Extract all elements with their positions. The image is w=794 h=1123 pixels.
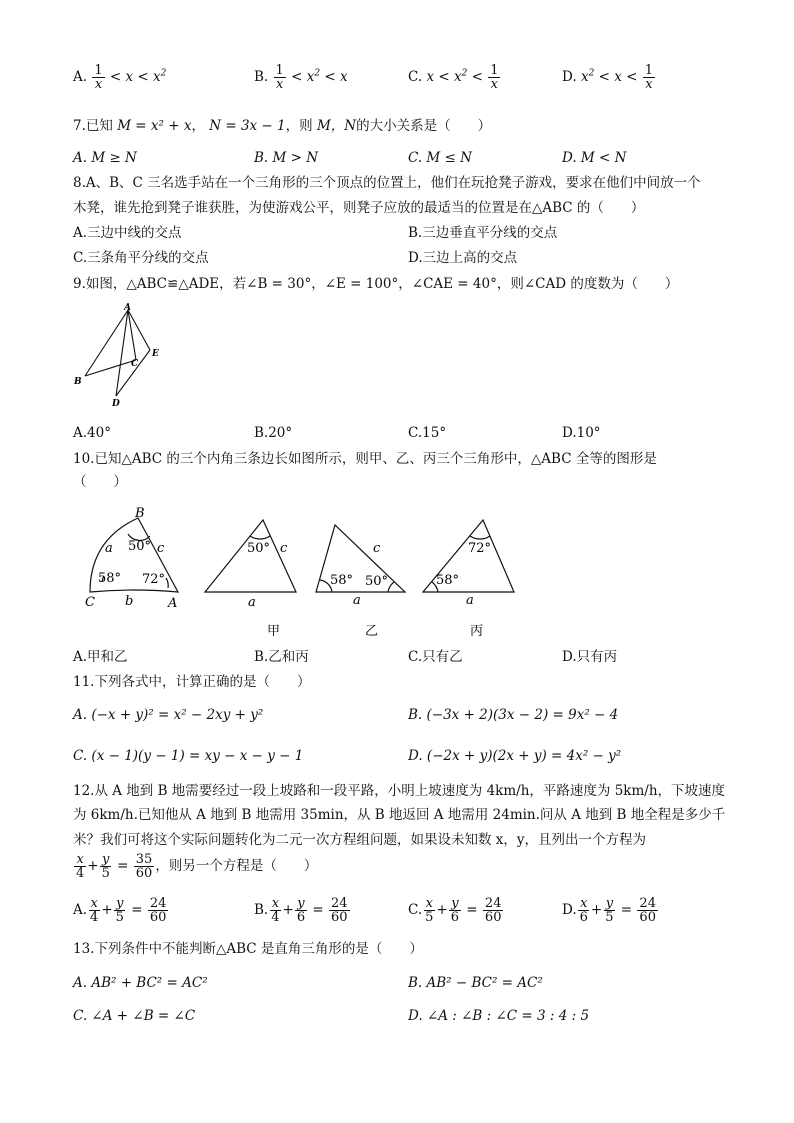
fig10-yi-side-c: c [373,541,381,556]
fig10-main-side-b: b [125,594,134,609]
q10-figures [80,500,520,650]
fig10-main-side-a: a [105,541,113,556]
q8-option-a[interactable]: A.三边中线的交点 [73,225,182,241]
fig10-bing-caption: 丙 [470,624,484,639]
q13-option-b[interactable]: B. AB² − BC² = AC² [408,975,543,991]
fig10-main-side-c: c [157,541,165,556]
q12-stem-line1: 12.从 A 地到 B 地需要经过一段上坡路和一段平路，小明上坡速度为 4km/h，平路速度为 5km/h，下坡速度 [73,783,726,799]
fig10-bing-angle-2: 58° [436,573,460,588]
q12-option-d[interactable]: D. $\frac{x}{6}$ + $\frac{y}{5}$ = $\frac{24}{60}$ [562,896,656,925]
q6-option-b[interactable]: B. $\frac{1}{x}$ < $x^2 < x$ [254,63,348,92]
fig10-jia-caption: 甲 [267,624,281,639]
fig10-bing-angle-1: 72° [468,541,492,556]
fig10-main-a: A [168,596,178,611]
q7-option-c[interactable]: C. M ≤ N [408,150,472,166]
fig9-label-d: D [112,399,120,409]
q8-stem-line1: 8.A、B、C 三名选手站在一个三角形的三个顶点的位置上，他们在玩抢凳子游戏，要求在他们中间放一个 [73,175,701,191]
q12-option-a[interactable]: A. $\frac{x}{4}$ + $\frac{y}{5}$ = $\frac{24}{60}$ [73,896,167,925]
fig10-yi-angle-1: 58° [330,573,354,588]
q9-figure [70,300,170,412]
q12-stem-line2: 为 6km/h.已知他从 A 地到 B 地需用 35min，从 B 地返回 A 地需用 24min.问从 A 地到 B 地全程是多少千 [73,807,726,823]
q10-stem-line2: （ ） [73,474,127,490]
q6-option-d[interactable]: D. $x^2 < x$ < $\frac{1}{x}$ [562,63,653,92]
q10-option-a[interactable]: A.甲和乙 [73,649,128,665]
q12-given-equation: $\frac{x}{4}$ + $\frac{y}{5}$ = $\frac{35}{60}$ ，则另一个方程是（ ） [76,852,318,881]
q11-option-c[interactable]: C. (x − 1)(y − 1) = xy − x − y − 1 [73,748,304,764]
fig10-bing-side-a: a [466,593,474,608]
fig9-label-e: E [152,349,159,359]
fig10-yi-side-a: a [353,593,361,608]
fig10-jia-side-a: a [248,595,256,610]
fig9-label-c: C [131,359,139,369]
q13-option-d[interactable]: D. ∠A : ∠B : ∠C = 3 : 4 : 5 [408,1008,590,1024]
q6-option-c[interactable]: C. $x < x^2$ < $\frac{1}{x}$ [408,63,499,92]
fig10-yi-caption: 乙 [365,624,379,639]
q7-option-b[interactable]: B. M > N [254,150,319,166]
fig10-main-angle-c: 58° [98,571,122,586]
q9-option-a[interactable]: A.40° [73,425,111,441]
q10-option-b[interactable]: B.乙和丙 [254,649,309,665]
q8-option-d[interactable]: D.三边上高的交点 [408,250,518,266]
fig10-main-angle-b: 50° [128,539,152,554]
q8-stem-line2: 木凳，谁先抢到凳子谁获胜，为使游戏公平，则凳子应放的最适当的位置是在△ABC 的（ ） [73,200,645,216]
q11-option-d[interactable]: D. (−2x + y)(2x + y) = 4x² − y² [408,748,622,764]
q11-option-b[interactable]: B. (−3x + 2)(3x − 2) = 9x² − 4 [408,707,619,723]
q10-option-d[interactable]: D.只有丙 [562,649,618,665]
q12-stem-line3: 米？我们可将这个实际问题转化为二元一次方程组问题，如果设未知数 x，y，且列出一个方程为 [73,832,647,848]
q7-stem: 7.已知 M = x² + x， N = 3x − 1，则 M，N的大小关系是（ ） [73,118,492,134]
q12-option-b[interactable]: B. $\frac{x}{4}$ + $\frac{y}{6}$ = $\frac{24}{60}$ [254,896,348,925]
fig9-label-b: B [74,377,82,387]
q11-option-a[interactable]: A. (−x + y)² = x² − 2xy + y² [73,707,264,723]
fig10-main-angle-a: 72° [142,572,166,587]
q6-option-a[interactable]: A. $\frac{1}{x}$ < $x < x^2$ [73,63,167,92]
q10-stem-line1: 10.已知△ABC 的三个内角三条边长如图所示，则甲、乙、丙三个三角形中，△ABC 全等的图形是 [73,451,657,467]
q9-option-d[interactable]: D.10° [562,425,601,441]
q10-option-c[interactable]: C.只有乙 [408,649,463,665]
fig10-jia-angle: 50° [247,541,271,556]
q13-option-c[interactable]: C. ∠A + ∠B = ∠C [73,1008,196,1024]
q13-stem: 13.下列条件中不能判断△ABC 是直角三角形的是（ ） [73,941,423,957]
q11-stem: 11.下列各式中，计算正确的是（ ） [73,674,311,690]
q9-option-c[interactable]: C.15° [408,425,447,441]
q13-option-a[interactable]: A. AB² + BC² = AC² [73,975,208,991]
q9-option-b[interactable]: B.20° [254,425,293,441]
fig9-label-a: A [124,303,131,313]
q9-stem: 9.如图，△ABC≌△ADE，若∠B = 30°，∠E = 100°，∠CAE = 40°，则∠CAD 的度数为（ ） [73,276,679,292]
fig10-jia-side-c: c [280,541,288,556]
q8-option-b[interactable]: B.三边垂直平分线的交点 [408,225,558,241]
fig10-main-b: B [135,506,145,521]
fig10-yi-angle-2: 50° [365,574,389,589]
q12-option-c[interactable]: C. $\frac{x}{5}$ + $\frac{y}{6}$ = $\frac{24}{60}$ [408,896,502,925]
q7-option-a[interactable]: A. M ≥ N [73,150,137,166]
q7-option-d[interactable]: D. M < N [562,150,627,166]
fig10-main-c: C [85,595,95,610]
q8-option-c[interactable]: C.三条角平分线的交点 [73,250,209,266]
